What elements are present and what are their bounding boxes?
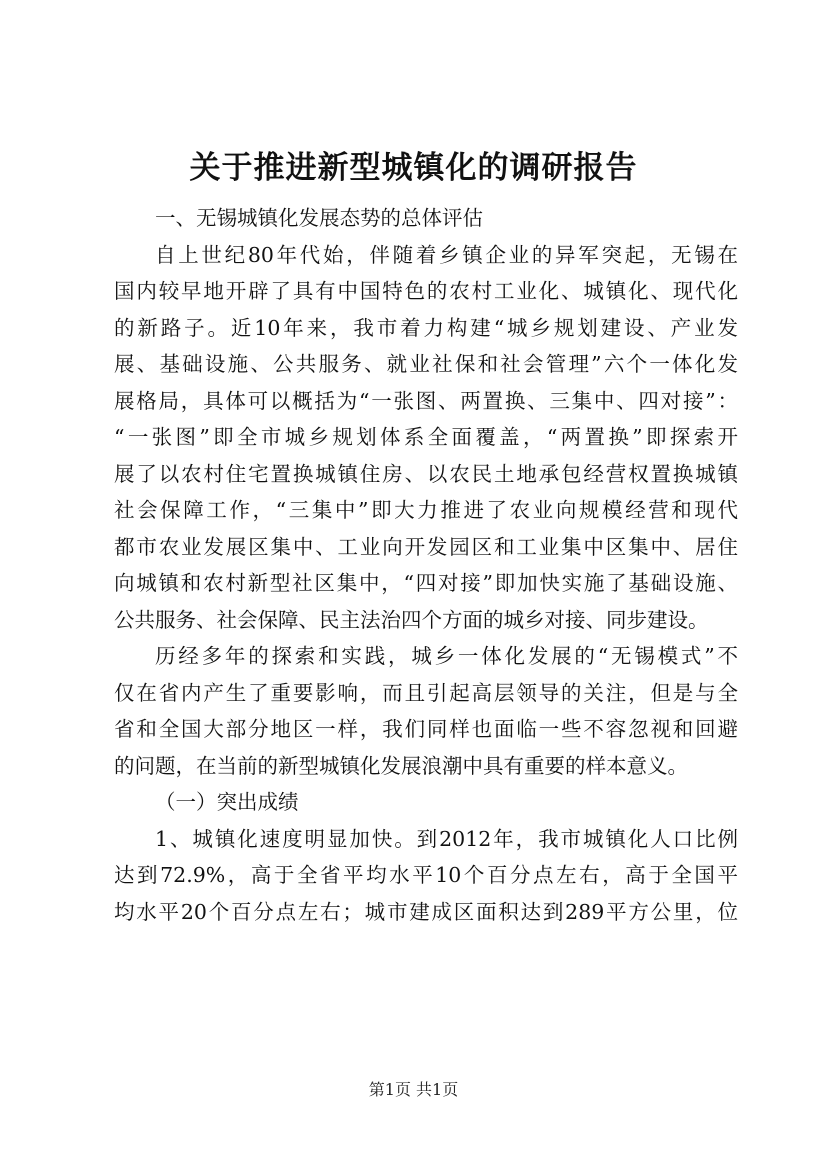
- paragraph-line: 都市农业发展区集中、工业向开发园区和工业集中区集中、居住: [114, 534, 738, 559]
- paragraph-line: 公共服务、社会保障、民主法治四个方面的城乡对接、同步建设。: [114, 607, 709, 632]
- paragraph-line: 的新路子。近10年来，我市着力构建“城乡规划建设、产业发: [114, 315, 738, 340]
- subsection-heading: （一）突出成绩: [155, 790, 299, 814]
- page-number-footer: 第1页 共1页: [368, 1080, 459, 1099]
- paragraph-line: 均水平20个百分点左右；城市建成区面积达到289平方公里，位: [114, 899, 738, 924]
- paragraph-line: 展、基础设施、公共服务、就业社保和社会管理”六个一体化发: [114, 352, 738, 376]
- paragraph-line: 的问题，在当前的新型城镇化发展浪潮中具有重要的样本意义。: [114, 753, 688, 778]
- paragraph-line: 展了以农村住宅置换城镇住房、以农民土地承包经营权置换城镇: [114, 461, 738, 486]
- paragraph-line: “一张图”即全市城乡规划体系全面覆盖，“两置换”即探索开: [114, 425, 738, 449]
- document-title: 关于推进新型城镇化的调研报告: [189, 150, 638, 186]
- paragraph-line: 社会保障工作，“三集中”即大力推进了农业向规模经营和现代: [114, 498, 738, 522]
- paragraph-line: 省和全国大部分地区一样，我们同样也面临一些不容忽视和回避: [114, 717, 738, 741]
- document-body: [114, 200, 738, 930]
- paragraph-line: 自上世纪80年代始，伴随着乡镇企业的异军突起，无锡在: [155, 242, 738, 267]
- paragraph-line: 仅在省内产生了重要影响，而且引起高层领导的关注，但是与全: [114, 680, 738, 705]
- paragraph-line: 展格局，具体可以概括为“一张图、两置换、三集中、四对接”：: [114, 388, 738, 413]
- paragraph-line: 达到72.9%，高于全省平均水平10个百分点左右，高于全国平: [114, 863, 738, 887]
- paragraph-line: 历经多年的探索和实践，城乡一体化发展的“无锡模式”不: [155, 644, 738, 668]
- paragraph-line: 国内较早地开辟了具有中国特色的农村工业化、城镇化、现代化: [114, 279, 738, 303]
- section-heading: 一、无锡城镇化发展态势的总体评估: [155, 206, 483, 230]
- paragraph-line: 向城镇和农村新型社区集中，“四对接”即加快实施了基础设施、: [114, 571, 738, 595]
- paragraph-line: 1、城镇化速度明显加快。到2012年，我市城镇化人口比例: [155, 826, 738, 851]
